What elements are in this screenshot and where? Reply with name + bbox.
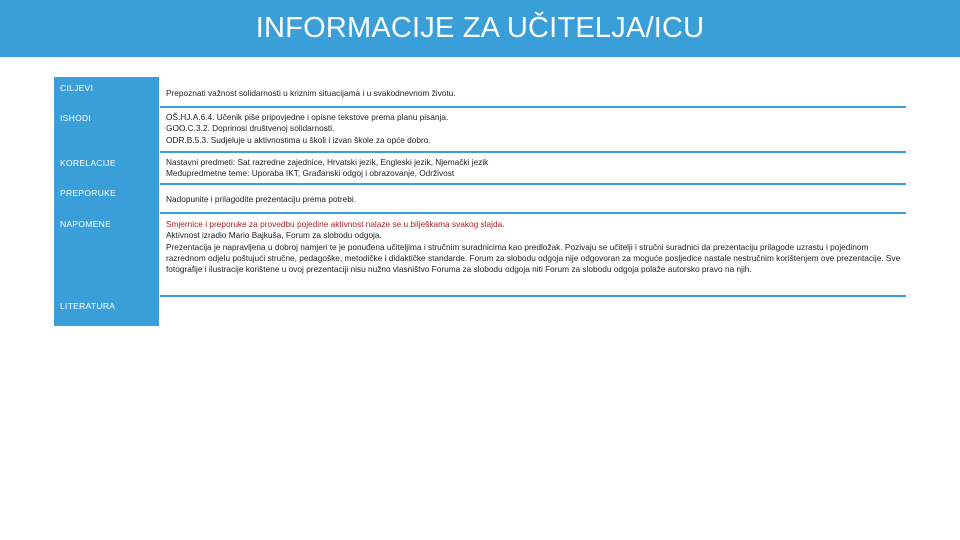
label-ishodi: ISHODI bbox=[60, 113, 92, 123]
cell-ishodi bbox=[166, 112, 906, 146]
page-title: INFORMACIJE ZA UČITELJA/ICU bbox=[255, 12, 705, 44]
ishodi-line: GOO.C.3.2. Doprinosi društvenoj solidarnosti. bbox=[166, 123, 335, 134]
napomene-disclaimer: Prezentacija je napravljena u dobroj namjeri te je ponuđena učiteljima i stručnim suradnicima kao predložak. Pozivaju se učitelji i stručni suradnici da prezentaciju prilagode uzrastu i pojedinom razrednom odjelu poštujući stručne, pedagoške, metodičke i didaktičke standarde. Forum za slobodu odgoja nije odgovoran za moguće posljedice nastale nestručnim korištenjem ove prezentacije. Sve fotografije i ilustracije korištene u ovoj prezentaciji nisu nužno vlasništvo Foruma za slobodu odgoja niti Forum za slobodu odgoja polaže autorsko pravo na njih. bbox=[166, 241, 901, 275]
napomene-note: Smjernice i preporuke za provedbu pojedine aktivnost nalaze se u bilješkama svakog slajda. bbox=[166, 219, 505, 229]
label-literatura: LITERATURA bbox=[60, 301, 116, 311]
cell-napomene bbox=[166, 219, 906, 275]
preporuke-line: Nadopunite i prilagodite prezentaciju prema potrebi. bbox=[166, 194, 357, 204]
label-napomene: NAPOMENE bbox=[60, 219, 112, 229]
label-preporuke: PREPORUKE bbox=[60, 188, 117, 198]
ishodi-line: OŠ.HJ.A.6.4. Učenik piše pripovjedne i opisne tekstove prema planu pisanja. bbox=[166, 112, 449, 122]
ishodi-line: ODR.B.5.3. Sudjeluje u aktivnostima u školi i izvan škole za opće dobro. bbox=[166, 134, 431, 145]
row-divider bbox=[160, 183, 906, 185]
napomene-author: Aktivnost izradio Mario Bajkuša, Forum za slobodu odgoja. bbox=[166, 230, 382, 241]
title-bar bbox=[0, 0, 960, 57]
label-korelacije: KORELACIJE bbox=[60, 158, 116, 168]
cell-ciljevi bbox=[166, 88, 906, 99]
row-divider bbox=[160, 151, 906, 153]
row-divider bbox=[160, 106, 906, 108]
korelacije-line: Međupredmetne teme: Uporaba IKT, Građanski odgoj i obrazovanje, Održivost bbox=[166, 168, 455, 179]
row-divider bbox=[160, 295, 906, 297]
cell-korelacije bbox=[166, 157, 906, 180]
label-ciljevi: CILJEVI bbox=[60, 83, 94, 93]
korelacije-line: Nastavni predmeti: Sat razredne zajednice, Hrvatski jezik, Engleski jezik, Njemački jezik bbox=[166, 157, 489, 167]
ciljevi-line: Prepoznati važnost solidarnosti u kriznim situacijama i u svakodnevnom životu. bbox=[166, 88, 456, 98]
row-divider bbox=[160, 212, 906, 214]
cell-preporuke bbox=[166, 194, 906, 205]
